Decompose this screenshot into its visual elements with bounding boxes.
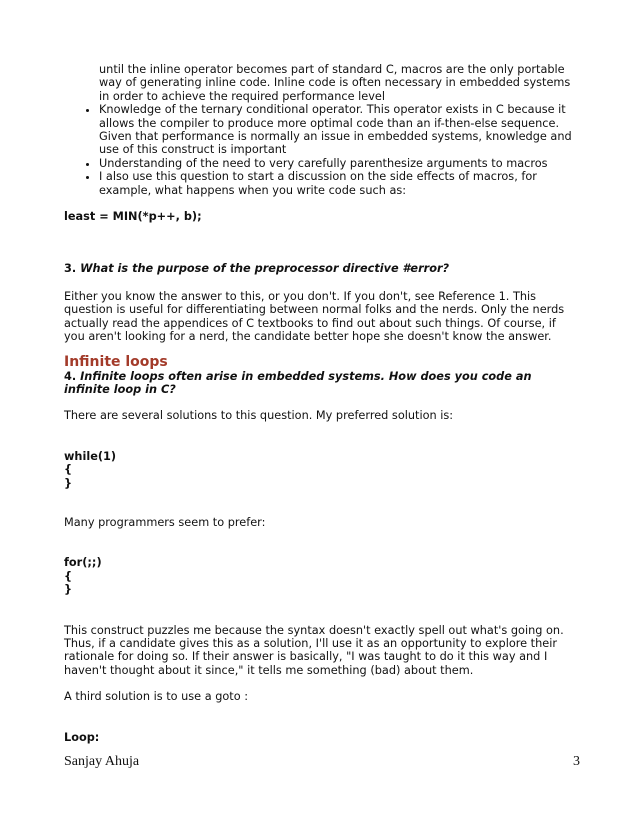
code-line: {: [64, 569, 73, 583]
list-item: • Understanding of the need to very carefully parenthesize arguments to macros: [99, 157, 580, 170]
footer-author: Sanjay Ahuja: [64, 754, 140, 769]
question-text: Infinite loops often arise in embedded systems. How does you code an infinite loop in C?: [64, 369, 532, 396]
paragraph-construct: This construct puzzles me because the syntax doesn't exactly spell out what's going on. Thus, if a candidate gives this as a solution, I'll use it as an opportunity to explore their rationale for doing so. If their answer is basically, "I was taught to do it this way and I haven't thought about it since," it tells me something (bad) about them.: [64, 623, 564, 677]
question-4: [64, 370, 580, 397]
paragraph-goto: A third solution is to use a goto :: [64, 690, 249, 704]
bullet-list: [64, 103, 580, 197]
question-number: 4.: [64, 369, 77, 383]
list-item: • I also use this question to start a discussion on the side effects of macros, for example, what happens when you write code such as:: [99, 170, 580, 197]
paragraph-prefer: Many programmers seem to prefer:: [64, 515, 266, 529]
code-line: }: [64, 476, 73, 490]
page-number: 3: [573, 754, 580, 769]
section-heading: Infinite loops: [64, 353, 168, 370]
code-line: while(1): [64, 449, 117, 463]
code-line: {: [64, 463, 73, 477]
list-item: • Knowledge of the ternary conditional operator. This operator exists in C because it allows the compiler to produce more optimal code than an if-then-else sequence. Given that performance is normally an issue in embedded systems, knowledge and use of this construct is important: [99, 103, 580, 157]
page-content: [64, 63, 580, 744]
question-number: 3.: [64, 262, 77, 276]
question-3: [64, 262, 580, 275]
code-least: least = MIN(*p++, b);: [64, 210, 202, 224]
question-text: What is the purpose of the preprocessor directive #error?: [80, 262, 450, 276]
bullet-continuation: until the inline operator becomes part of standard C, macros are the only portable way of generating inline code. Inline code is often necessary in embedded systems in order to achieve the required performance level: [99, 63, 571, 103]
code-line: }: [64, 583, 73, 597]
paragraph-solutions: There are several solutions to this question. My preferred solution is:: [64, 409, 454, 423]
code-for-block: [64, 556, 580, 596]
code-while-block: [64, 450, 580, 490]
code-loop: Loop:: [64, 730, 100, 744]
code-line: for(;;): [64, 556, 102, 570]
paragraph-error: Either you know the answer to this, or you don't. If you don't, see Reference 1. This question is useful for differentiating between normal folks and the nerds. Only the nerds actually read the appendices of C textbooks to find out about such things. Of course, if you aren't looking for a nerd, the candidate better hope she doesn't know the answer.: [64, 289, 565, 344]
page-footer: [64, 754, 580, 770]
